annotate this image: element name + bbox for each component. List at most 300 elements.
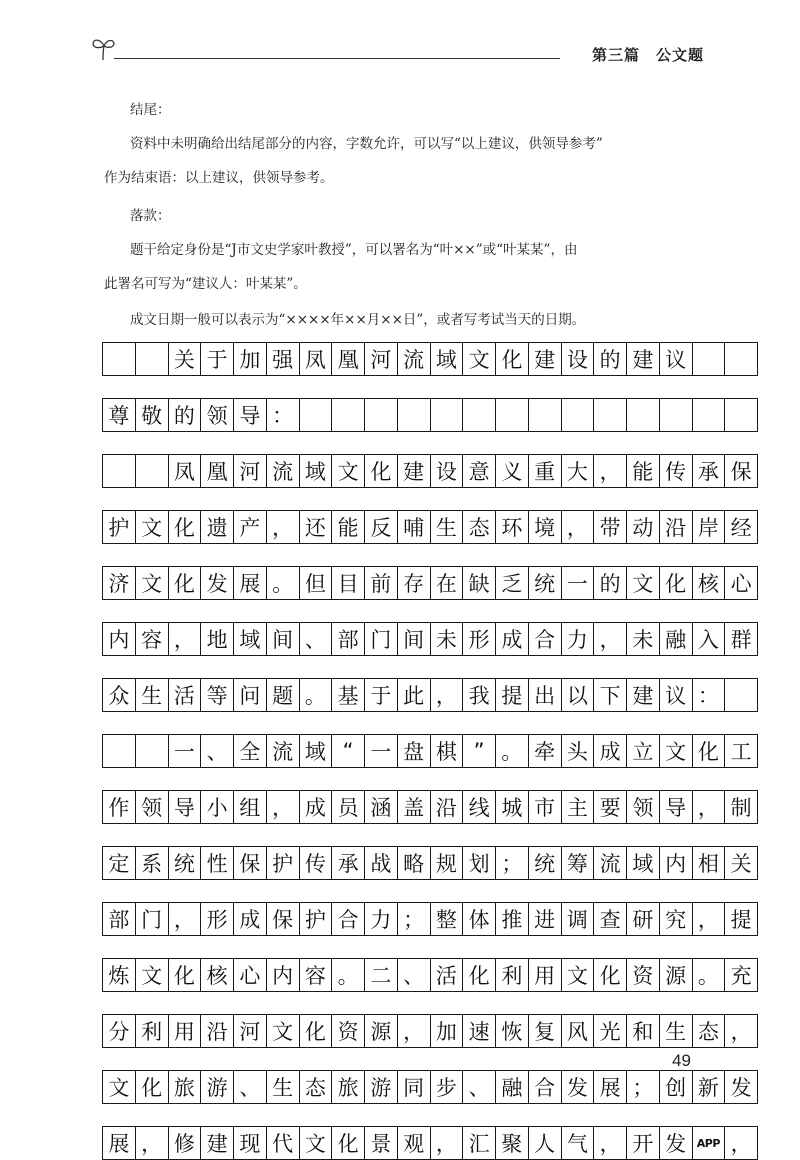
grid-cell: 于 <box>365 679 398 712</box>
grid-cell: 发 <box>725 1071 758 1104</box>
grid-cell: 聚 <box>496 1127 529 1160</box>
grid-cell: 展 <box>234 567 267 600</box>
ending-line-1: 资料中未明确给出结尾部分的内容，字数允许，可以写“以上建议，供领导参考” <box>130 136 603 152</box>
grid-cell: 生 <box>430 511 463 544</box>
grid-row <box>103 791 758 824</box>
grid-cell: 一 <box>365 735 398 768</box>
grid-cell <box>725 399 758 432</box>
grid-cell <box>659 399 692 432</box>
grid-cell <box>135 455 168 488</box>
grid-cell: 产 <box>234 511 267 544</box>
grid-cell: 经 <box>725 511 758 544</box>
grid-cell: 部 <box>103 903 136 936</box>
grid-cell: 系 <box>135 847 168 880</box>
grid-cell: 前 <box>365 567 398 600</box>
grid-cell: 关 <box>725 847 758 880</box>
grid-cell: 形 <box>201 903 234 936</box>
grid-cell: ， <box>725 1015 758 1048</box>
grid-cell: 河 <box>234 455 267 488</box>
grid-cell: ， <box>594 1127 627 1160</box>
grid-cell: 保 <box>234 847 267 880</box>
grid-cell: 活 <box>168 679 201 712</box>
grid-cell: 研 <box>627 903 660 936</box>
grid-cell: 代 <box>266 1127 299 1160</box>
grid-cell: 目 <box>332 567 365 600</box>
grid-cell: 开 <box>627 1127 660 1160</box>
grid-cell: 河 <box>234 1015 267 1048</box>
grid-cell: 凰 <box>332 343 365 376</box>
grid-row <box>103 959 758 992</box>
grid-gap <box>103 600 758 623</box>
signature-heading: 落款： <box>130 208 171 224</box>
grid-row <box>103 679 758 712</box>
ending-paragraph <box>104 134 694 188</box>
grid-cell: 化 <box>365 455 398 488</box>
grid-cell: 一 <box>561 567 594 600</box>
grid-cell: 未 <box>627 623 660 656</box>
grid-cell: ， <box>397 1015 430 1048</box>
grid-cell: 题 <box>266 679 299 712</box>
grid-cell <box>103 455 136 488</box>
grid-cell: 相 <box>692 847 725 880</box>
date-paragraph: 成文日期一般可以表示为“××××年××月××日”，或者写考试当天的日期。 <box>130 312 586 328</box>
grid-cell: 还 <box>299 511 332 544</box>
grid-cell: 沿 <box>659 511 692 544</box>
grid-gap <box>103 880 758 903</box>
grid-cell: 带 <box>594 511 627 544</box>
grid-cell: 文 <box>627 567 660 600</box>
grid-cell: 。 <box>266 567 299 600</box>
grid-cell: 门 <box>135 903 168 936</box>
grid-cell: 、 <box>234 1071 267 1104</box>
grid-row <box>103 1015 758 1048</box>
grid-cell: ， <box>266 511 299 544</box>
grid-cell: 展 <box>594 1071 627 1104</box>
grid-cell: 的 <box>168 399 201 432</box>
grid-gap <box>103 1104 758 1127</box>
grid-cell: 文 <box>299 1127 332 1160</box>
grid-row <box>103 1127 758 1160</box>
grid-cell: 义 <box>496 455 529 488</box>
grid-cell <box>528 399 561 432</box>
grid-gap <box>103 768 758 791</box>
grid-cell: 传 <box>659 455 692 488</box>
grid-cell: ， <box>168 903 201 936</box>
grid-cell: 导 <box>659 791 692 824</box>
grid-cell: 牵 <box>528 735 561 768</box>
grid-cell: ， <box>135 1127 168 1160</box>
grid-cell: 发 <box>201 567 234 600</box>
grid-cell: 规 <box>430 847 463 880</box>
grid-cell: 资 <box>332 1015 365 1048</box>
grid-cell: 生 <box>659 1015 692 1048</box>
grid-cell: 导 <box>234 399 267 432</box>
grid-cell: 发 <box>659 1127 692 1160</box>
grid-cell: ； <box>496 847 529 880</box>
grid-cell: 凰 <box>201 455 234 488</box>
grid-row <box>103 847 758 880</box>
grid-cell: 化 <box>659 567 692 600</box>
grid-cell: 划 <box>463 847 496 880</box>
grid-cell: 能 <box>627 455 660 488</box>
grid-cell: 凤 <box>299 343 332 376</box>
grid-cell: 员 <box>332 791 365 824</box>
grid-cell: 复 <box>528 1015 561 1048</box>
grid-cell: 间 <box>397 623 430 656</box>
grid-cell: 敬 <box>135 399 168 432</box>
grid-cell: 、 <box>299 623 332 656</box>
grid-row <box>103 623 758 656</box>
grid-cell: 融 <box>659 623 692 656</box>
grid-cell: 查 <box>594 903 627 936</box>
grid-cell: 汇 <box>463 1127 496 1160</box>
grid-cell: 承 <box>692 455 725 488</box>
grid-cell: 遗 <box>201 511 234 544</box>
grid-cell: 以 <box>561 679 594 712</box>
grid-cell: 岸 <box>692 511 725 544</box>
grid-cell: 的 <box>594 343 627 376</box>
grid-cell: 创 <box>659 1071 692 1104</box>
grid-cell: 分 <box>103 1015 136 1048</box>
page-number: 49 <box>672 1051 691 1070</box>
grid-cell: 基 <box>332 679 365 712</box>
grid-cell: ： <box>266 399 299 432</box>
grid-cell: 。 <box>299 679 332 712</box>
grid-cell: 组 <box>234 791 267 824</box>
grid-cell: 强 <box>266 343 299 376</box>
grid-cell: 建 <box>627 343 660 376</box>
grid-cell <box>103 735 136 768</box>
grid-cell: 间 <box>266 623 299 656</box>
grid-cell: 群 <box>725 623 758 656</box>
grid-cell: 建 <box>397 455 430 488</box>
grid-gap <box>103 656 758 679</box>
grid-cell: 文 <box>561 959 594 992</box>
grid-cell: 化 <box>168 567 201 600</box>
grid-cell: 域 <box>299 735 332 768</box>
grid-cell <box>299 399 332 432</box>
grid-cell: 小 <box>201 791 234 824</box>
grid-cell: 合 <box>332 903 365 936</box>
grid-cell: 加 <box>430 1015 463 1048</box>
grid-cell <box>463 399 496 432</box>
grid-cell: 光 <box>594 1015 627 1048</box>
grid-cell: 现 <box>234 1127 267 1160</box>
grid-row <box>103 455 758 488</box>
grid-cell: 生 <box>266 1071 299 1104</box>
grid-cell: 我 <box>463 679 496 712</box>
grid-cell: 头 <box>561 735 594 768</box>
grid-cell: 导 <box>168 791 201 824</box>
grid-cell: 、 <box>201 735 234 768</box>
grid-cell: 环 <box>496 511 529 544</box>
grid-cell: 化 <box>496 343 529 376</box>
grid-cell: 议 <box>659 343 692 376</box>
grid-cell: 流 <box>266 455 299 488</box>
manuscript-grid <box>102 342 758 1160</box>
grid-cell: 济 <box>103 567 136 600</box>
grid-cell: 设 <box>430 455 463 488</box>
grid-cell: 同 <box>397 1071 430 1104</box>
grid-cell: 新 <box>692 1071 725 1104</box>
grid-gap <box>103 1048 758 1071</box>
grid-cell: 动 <box>627 511 660 544</box>
grid-cell: 略 <box>397 847 430 880</box>
grid-cell: 利 <box>496 959 529 992</box>
grid-cell: 作 <box>103 791 136 824</box>
grid-cell: 凤 <box>168 455 201 488</box>
page-header <box>92 36 704 68</box>
grid-cell: 流 <box>397 343 430 376</box>
grid-cell: 文 <box>135 959 168 992</box>
grid-cell: ； <box>397 903 430 936</box>
grid-cell: 传 <box>299 847 332 880</box>
grid-cell: 化 <box>168 511 201 544</box>
grid-cell: 步 <box>430 1071 463 1104</box>
grid-cell <box>496 399 529 432</box>
grid-cell: 文 <box>135 511 168 544</box>
grid-cell: 成 <box>299 791 332 824</box>
grid-cell: 缺 <box>463 567 496 600</box>
grid-cell: ， <box>692 791 725 824</box>
grid-cell: 统 <box>528 847 561 880</box>
grid-cell: 活 <box>430 959 463 992</box>
grid-cell: 文 <box>103 1071 136 1104</box>
grid-cell <box>692 343 725 376</box>
grid-cell: 观 <box>397 1127 430 1160</box>
grid-cell: 建 <box>528 343 561 376</box>
grid-cell <box>332 399 365 432</box>
grid-cell: 发 <box>561 1071 594 1104</box>
grid-cell: ， <box>561 511 594 544</box>
grid-cell: 出 <box>528 679 561 712</box>
grid-gap <box>103 544 758 567</box>
grid-cell: ” <box>463 735 496 768</box>
grid-cell: 内 <box>103 623 136 656</box>
grid-cell: 文 <box>332 455 365 488</box>
grid-cell: 域 <box>299 455 332 488</box>
grid-cell: 速 <box>463 1015 496 1048</box>
grid-cell: 一 <box>168 735 201 768</box>
grid-cell: 境 <box>528 511 561 544</box>
grid-cell: 成 <box>234 903 267 936</box>
grid-cell: 旅 <box>332 1071 365 1104</box>
grid-cell: 重 <box>528 455 561 488</box>
grid-cell: 态 <box>463 511 496 544</box>
grid-cell: 但 <box>299 567 332 600</box>
grid-cell: ， <box>168 623 201 656</box>
grid-cell: 合 <box>528 1071 561 1104</box>
grid-cell: 化 <box>692 735 725 768</box>
grid-cell: 调 <box>561 903 594 936</box>
grid-cell: 入 <box>692 623 725 656</box>
grid-cell: 生 <box>135 679 168 712</box>
grid-cell: 内 <box>266 959 299 992</box>
grid-cell: 领 <box>201 399 234 432</box>
grid-gap <box>103 936 758 959</box>
grid-cell: 合 <box>528 623 561 656</box>
grid-cell: 反 <box>365 511 398 544</box>
grid-cell: 护 <box>299 903 332 936</box>
grid-cell: 。 <box>692 959 725 992</box>
grid-cell <box>135 343 168 376</box>
grid-cell: 线 <box>463 791 496 824</box>
grid-cell <box>725 343 758 376</box>
grid-cell: 流 <box>594 847 627 880</box>
grid-cell: 、 <box>397 959 430 992</box>
grid-cell: 议 <box>659 679 692 712</box>
grid-cell: ， <box>266 791 299 824</box>
grid-cell: 景 <box>365 1127 398 1160</box>
grid-cell: 核 <box>692 567 725 600</box>
grid-cell: 战 <box>365 847 398 880</box>
grid-cell: ： <box>692 679 725 712</box>
grid-cell: ， <box>594 623 627 656</box>
grid-cell: ， <box>594 455 627 488</box>
grid-cell: 主 <box>561 791 594 824</box>
grid-cell: 关 <box>168 343 201 376</box>
grid-cell: ， <box>430 1127 463 1160</box>
grid-cell: 展 <box>103 1127 136 1160</box>
grid-cell: 容 <box>135 623 168 656</box>
grid-cell: 问 <box>234 679 267 712</box>
grid-cell: 文 <box>135 567 168 600</box>
grid-cell: 定 <box>103 847 136 880</box>
ending-line-2: 作为结束语：以上建议，供领导参考。 <box>104 170 334 186</box>
grid-cell: 充 <box>725 959 758 992</box>
grid-cell: 加 <box>234 343 267 376</box>
grid-cell: 化 <box>168 959 201 992</box>
grid-cell: 沿 <box>430 791 463 824</box>
grid-cell: 建 <box>627 679 660 712</box>
grid-cell <box>561 399 594 432</box>
grid-cell <box>725 679 758 712</box>
grid-cell: 制 <box>725 791 758 824</box>
grid-cell: 气 <box>561 1127 594 1160</box>
grid-cell <box>135 735 168 768</box>
grid-cell: 此 <box>397 679 430 712</box>
grid-cell: ， <box>725 1127 758 1160</box>
grid-cell: 力 <box>561 623 594 656</box>
grid-cell: 领 <box>135 791 168 824</box>
signature-line-2: 此署名可写为“建议人：叶某某”。 <box>104 276 307 292</box>
grid-cell: 态 <box>692 1015 725 1048</box>
grid-cell: 盘 <box>397 735 430 768</box>
grid-cell: 域 <box>627 847 660 880</box>
grid-cell: 化 <box>594 959 627 992</box>
grid-cell <box>430 399 463 432</box>
grid-cell: 未 <box>430 623 463 656</box>
grid-cell: 哺 <box>397 511 430 544</box>
grid-cell: 游 <box>365 1071 398 1104</box>
grid-cell: 城 <box>496 791 529 824</box>
grid-cell: 工 <box>725 735 758 768</box>
grid-cell: 文 <box>266 1015 299 1048</box>
grid-cell: 沿 <box>201 1015 234 1048</box>
grid-cell: 恢 <box>496 1015 529 1048</box>
grid-cell: 。 <box>332 959 365 992</box>
grid-cell: 化 <box>463 959 496 992</box>
grid-cell: 成 <box>594 735 627 768</box>
grid-cell: 于 <box>201 343 234 376</box>
header-rule <box>114 58 560 59</box>
grid-cell: 提 <box>496 679 529 712</box>
grid-cell: 态 <box>299 1071 332 1104</box>
grid-cell: 人 <box>528 1127 561 1160</box>
grid-cell: 二 <box>365 959 398 992</box>
grid-gap <box>103 432 758 455</box>
grid-cell: 源 <box>659 959 692 992</box>
grid-cell: 流 <box>266 735 299 768</box>
grid-cell: 进 <box>528 903 561 936</box>
grid-cell: 众 <box>103 679 136 712</box>
grid-cell: 河 <box>365 343 398 376</box>
grid-cell: 域 <box>430 343 463 376</box>
grid-cell: 全 <box>234 735 267 768</box>
grid-cell: 在 <box>430 567 463 600</box>
grid-cell: 化 <box>299 1015 332 1048</box>
grid-cell: 的 <box>594 567 627 600</box>
grid-cell: 游 <box>201 1071 234 1104</box>
grid-row <box>103 903 758 936</box>
grid-row <box>103 1071 758 1104</box>
grid-cell: 资 <box>627 959 660 992</box>
grid-gap <box>103 824 758 847</box>
grid-cell: 修 <box>168 1127 201 1160</box>
grid-cell: 文 <box>463 343 496 376</box>
grid-cell: 门 <box>365 623 398 656</box>
grid-cell: 形 <box>463 623 496 656</box>
grid-cell: 筹 <box>561 847 594 880</box>
grid-cell: 立 <box>627 735 660 768</box>
grid-cell: 统 <box>168 847 201 880</box>
grid-cell: 涵 <box>365 791 398 824</box>
grid-cell: 性 <box>201 847 234 880</box>
grid-cell: 存 <box>397 567 430 600</box>
grid-cell: 保 <box>725 455 758 488</box>
grid-cell <box>594 399 627 432</box>
grid-cell: 意 <box>463 455 496 488</box>
grid-cell: 统 <box>528 567 561 600</box>
grid-cell: 和 <box>627 1015 660 1048</box>
grid-cell: 核 <box>201 959 234 992</box>
grid-cell: 源 <box>365 1015 398 1048</box>
grid-cell: 市 <box>528 791 561 824</box>
grid-cell: 能 <box>332 511 365 544</box>
grid-cell: 体 <box>463 903 496 936</box>
ending-heading: 结尾： <box>130 102 171 118</box>
grid-cell: 内 <box>659 847 692 880</box>
grid-cell: 容 <box>299 959 332 992</box>
grid-cell: 风 <box>561 1015 594 1048</box>
grid-cell: 成 <box>496 623 529 656</box>
grid-cell: 炼 <box>103 959 136 992</box>
grid-cell: 盖 <box>397 791 430 824</box>
grid-cell: 提 <box>725 903 758 936</box>
grid-cell: 护 <box>266 847 299 880</box>
grid-cell: 整 <box>430 903 463 936</box>
grid-gap <box>103 376 758 399</box>
grid-cell: 要 <box>594 791 627 824</box>
grid-cell: 地 <box>201 623 234 656</box>
grid-cell: 用 <box>168 1015 201 1048</box>
grid-cell: 力 <box>365 903 398 936</box>
grid-cell: 领 <box>627 791 660 824</box>
grid-cell: ； <box>627 1071 660 1104</box>
grid-cell: APP <box>692 1127 725 1160</box>
grid-cell <box>365 399 398 432</box>
grid-row <box>103 511 758 544</box>
